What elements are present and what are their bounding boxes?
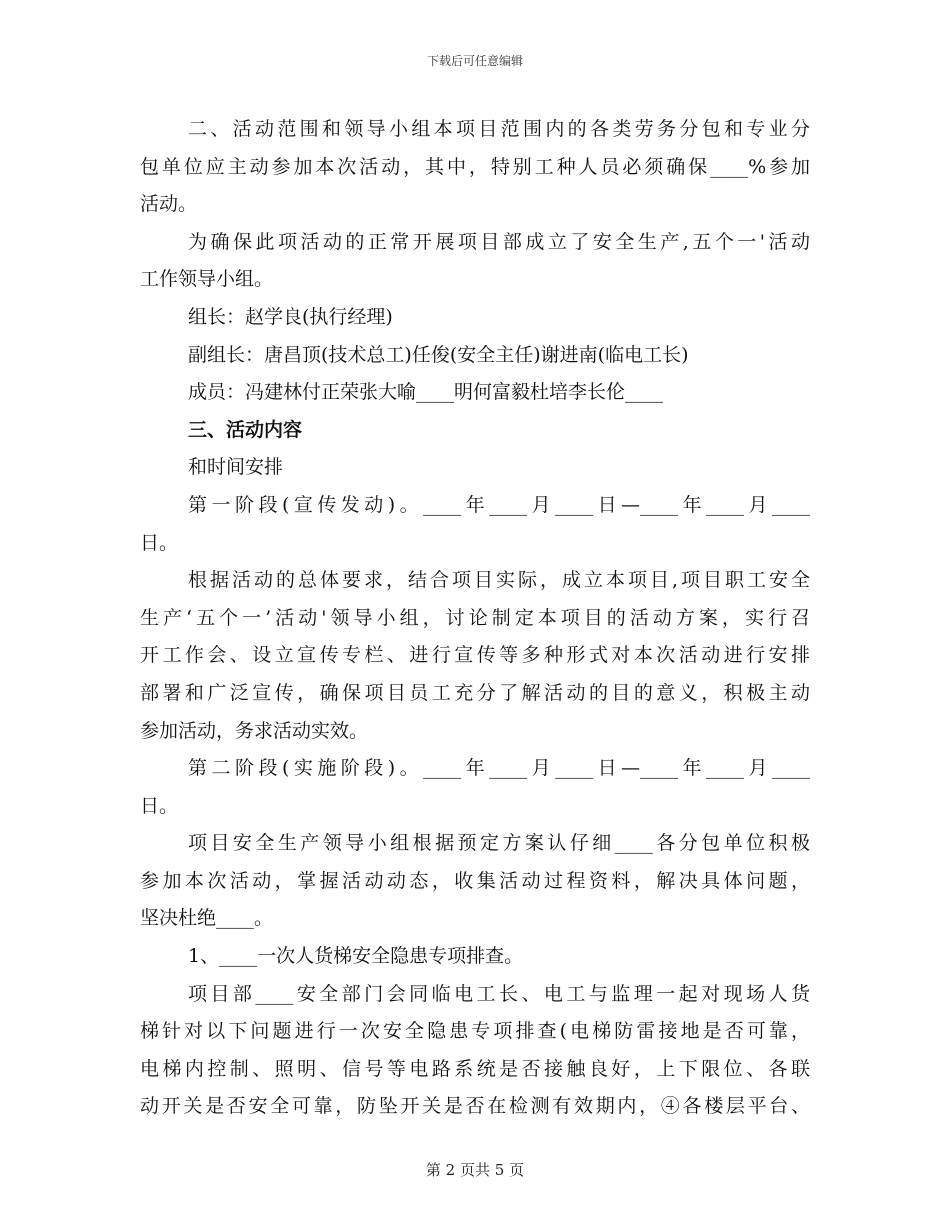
text-line: 日。 xyxy=(140,794,179,817)
page-footer: 第 2 页共 5 页 xyxy=(425,1161,525,1179)
text-line: 梯针对以下问题进行一次安全隐患专项排查(电梯防雷接地是否可靠， xyxy=(140,1020,810,1043)
text-line: 第二阶段(实施阶段)。____年____月____日—____年____月____ xyxy=(188,757,810,780)
text-line: 参加本次活动，掌握活动动态，收集活动过程资料，解决具体问题， xyxy=(140,869,810,892)
text-line: 开工作会、设立宣传专栏、进行宣传等多种形式对本次活动进行安排 xyxy=(140,644,810,667)
text-line: 坚决杜绝____。 xyxy=(140,907,274,930)
text-line: 工作领导小组。 xyxy=(140,268,274,291)
document-body xyxy=(140,111,810,1126)
text-line: 项目安全生产领导小组根据预定方案认仔细____各分包单位积极 xyxy=(188,832,810,855)
text-line: 二、活动范围和领导小组本项目范围内的各类劳务分包和专业分 xyxy=(188,118,810,140)
section-heading: 三、活动内容 xyxy=(188,418,303,441)
text-line: 为确保此项活动的正常开展项目部成立了安全生产,五个一'活动 xyxy=(188,230,810,253)
text-line: 部署和广泛宣传，确保项目员工充分了解活动的目的意义，积极主动 xyxy=(140,681,810,704)
text-line: 1、____一次人货梯安全隐患专项排查。 xyxy=(188,945,524,968)
text-line: 活动。 xyxy=(140,193,198,216)
text-line: 参加活动，务求活动实效。 xyxy=(140,719,369,742)
text-line: 项目部____安全部门会同临电工长、电工与监理一起对现场人货 xyxy=(188,982,810,1005)
text-line: 生产‘五个一’活动'领导小组，讨论制定本项目的活动方案，实行召 xyxy=(140,606,810,629)
text-line: 组长：赵学良(执行经理) xyxy=(188,305,393,328)
text-line: 第一阶段(宣传发动)。____年____月____日—____年____月____ xyxy=(188,493,810,516)
text-line: 根据活动的总体要求，结合项目实际，成立本项目,项目职工安全 xyxy=(188,569,810,592)
text-line: 成员：冯建林付正荣张大喻____明何富毅杜培李长伦____ xyxy=(188,381,664,404)
text-line: 日。 xyxy=(140,531,179,554)
text-line: 和时间安排 xyxy=(188,456,284,479)
text-line: 电梯内控制、照明、信号等电路系统是否接触良好，上下限位、各联 xyxy=(140,1057,810,1080)
text-line: 副组长：唐昌顶(技术总工)任俊(安全主任)谢进南(临电工长) xyxy=(188,343,689,366)
text-line: 动开关是否安全可靠，防坠开关是否在检测有效期内，④各楼层平台、 xyxy=(140,1095,810,1118)
page-header: 下载后可任意编辑 xyxy=(426,54,523,68)
text-line: 包单位应主动参加本次活动，其中，特别工种人员必须确保____%参加 xyxy=(140,155,810,178)
